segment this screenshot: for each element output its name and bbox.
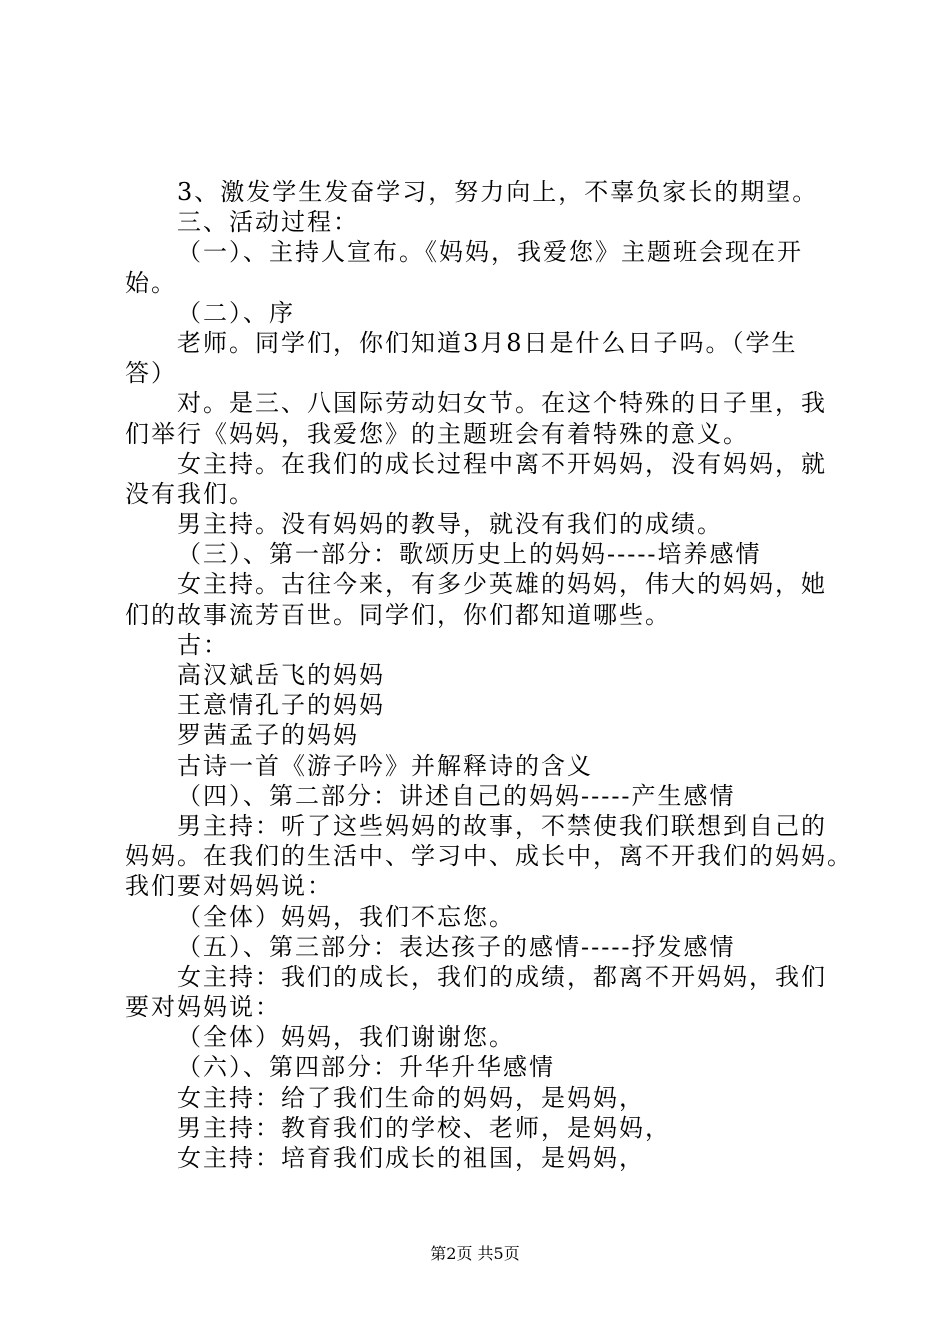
text-line: 女主持：我们的成长，我们的成绩，都离不开妈妈，我们 xyxy=(177,962,827,991)
text-line: 妈妈。在我们的生活中、学习中、成长中，离不开我们的妈妈。 xyxy=(125,842,853,871)
text-line: 3、激发学生发奋学习，努力向上，不辜负家长的期望。 xyxy=(177,178,819,206)
text-line: （四）、第二部分：讲述自己的妈妈-----产生感情 xyxy=(177,781,736,810)
text-line: 对。是三、八国际劳动妇女节。在这个特殊的日子里，我 xyxy=(177,389,827,418)
text-line: （全体）妈妈，我们不忘您。 xyxy=(177,902,515,931)
text-line: 三、活动过程： xyxy=(177,208,359,237)
text-line: 答） xyxy=(125,359,177,388)
text-line: 要对妈妈说： xyxy=(125,993,281,1022)
text-line: （全体）妈妈，我们谢谢您。 xyxy=(177,1023,515,1052)
text-line: 没有我们。 xyxy=(125,479,255,508)
text-line: 古诗一首《游子吟》并解释诗的含义 xyxy=(177,751,593,780)
text-line: 高汉斌岳飞的妈妈 xyxy=(177,661,385,689)
text-line: 罗茜孟子的妈妈 xyxy=(177,721,359,750)
text-line: 女主持：给了我们生命的妈妈，是妈妈， xyxy=(177,1083,645,1112)
text-line: 男主持。没有妈妈的教导，就没有我们的成绩。 xyxy=(177,510,723,539)
text-line: （六）、第四部分：升华升华感情 xyxy=(177,1053,555,1082)
text-line: 我们要对妈妈说： xyxy=(125,872,333,901)
text-line: （三）、第一部分：歌颂历史上的妈妈-----培养感情 xyxy=(177,540,762,569)
document-body xyxy=(125,177,853,1173)
text-line: 男主持：教育我们的学校、老师，是妈妈， xyxy=(177,1113,671,1142)
text-line: 女主持。古往今来，有多少英雄的妈妈，伟大的妈妈，她 xyxy=(177,570,827,599)
text-line: 始。 xyxy=(125,268,177,297)
text-line: （五）、第三部分：表达孩子的感情-----抒发感情 xyxy=(177,932,736,961)
text-line: 王意情孔子的妈妈 xyxy=(177,691,385,720)
text-line: 们的故事流芳百世。同学们，你们都知道哪些。 xyxy=(125,600,671,629)
text-line: 女主持。在我们的成长过程中离不开妈妈，没有妈妈，就 xyxy=(177,449,827,478)
page-footer: 第2页 共5页 xyxy=(430,1244,520,1263)
text-line: 男主持：听了这些妈妈的故事，不禁使我们联想到自己的 xyxy=(177,811,827,840)
text-line: 古： xyxy=(177,630,229,659)
text-line: 女主持：培育我们成长的祖国，是妈妈， xyxy=(177,1144,645,1172)
text-line: 们举行《妈妈，我爱您》的主题班会有着特殊的意义。 xyxy=(125,419,749,448)
text-line: （二）、序 xyxy=(177,298,295,327)
text-line: （一）、主持人宣布。《妈妈，我爱您》主题班会现在开 xyxy=(177,238,803,267)
text-line: 老师。同学们，你们知道3月8日是什么日子吗。（学生 xyxy=(177,328,798,357)
